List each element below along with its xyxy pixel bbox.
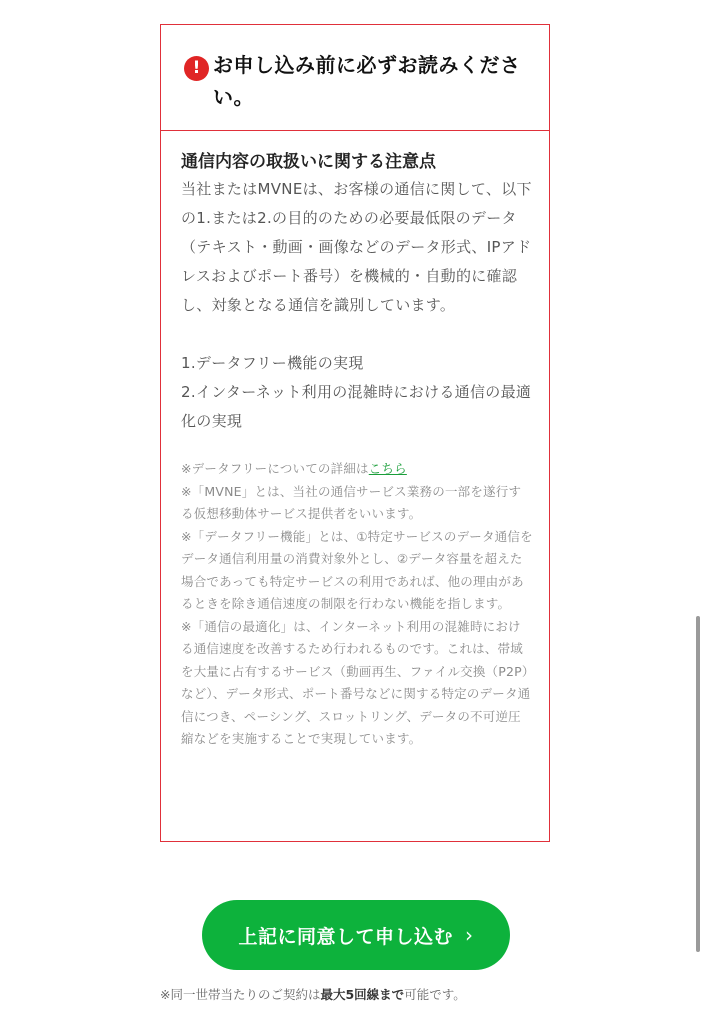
note-datafree-prefix: ※データフリーについての詳細は: [181, 461, 369, 476]
note-datafree-function: ※「データフリー機能」とは、①特定サービスのデータ通信をデータ通信利用量の消費対象外とし、②データ容量を超えた場合であっても特定サービスの利用であれば、他の理由があるときを除き通信速度の制限を行わない機能を指します。: [181, 528, 533, 611]
line-limit-footnote: [160, 986, 580, 1004]
note-mvne: ※「MVNE」とは、当社の通信サービス業務の一部を遂行する仮想移動体サービス提供者をいいます。: [181, 483, 522, 521]
notes: [181, 458, 533, 751]
notice-title: お申し込み前に必ずお読みください。: [213, 53, 521, 109]
purpose-list: [181, 349, 533, 436]
intro-text: 当社またはMVNEは、お客様の通信に関して、以下の1.または2.の目的のための必要最低限のデータ（テキスト・動画・画像などのデータ形式、IPアドレスおよびポート番号）を機械的・自動的に確認し、対象となる通信を識別しています。: [181, 180, 532, 314]
exclamation-circle-icon: !: [184, 56, 209, 81]
footnote-suffix: 可能です。: [404, 987, 466, 1002]
agree-and-apply-button[interactable]: [202, 900, 510, 970]
notice-header: [161, 25, 549, 131]
note-datafree-details: [181, 458, 533, 481]
notice-body: [181, 149, 533, 751]
apply-button-label: 上記に同意して申し込む: [238, 925, 453, 948]
section-heading: 通信内容の取扱いに関する注意点: [181, 152, 436, 172]
purpose-item: 1.データフリー機能の実現: [181, 354, 364, 372]
note-optimization: ※「通信の最適化」は、インターネット利用の混雑時における通信速度を改善するため行われるものです。これは、帯域を大量に占有するサービス（動画再生、ファイル交換（P2P）など）、データ形式、ポート番号などに関する特定のデータ通信につき、ペーシング、スロットリング、データの不可逆圧縮などを実施することで実現しています。: [181, 618, 531, 746]
purpose-item: 2.インターネット利用の混雑時における通信の最適化の実現: [181, 383, 532, 430]
footnote-prefix: ※同一世帯当たりのご契約は: [160, 987, 321, 1002]
footnote-emphasis: 最大5回線まで: [320, 987, 405, 1002]
chevron-right-icon: ›: [465, 923, 474, 947]
datafree-details-link[interactable]: こちら: [368, 461, 407, 476]
notice-box: [160, 24, 550, 842]
scrollbar[interactable]: [696, 616, 700, 952]
